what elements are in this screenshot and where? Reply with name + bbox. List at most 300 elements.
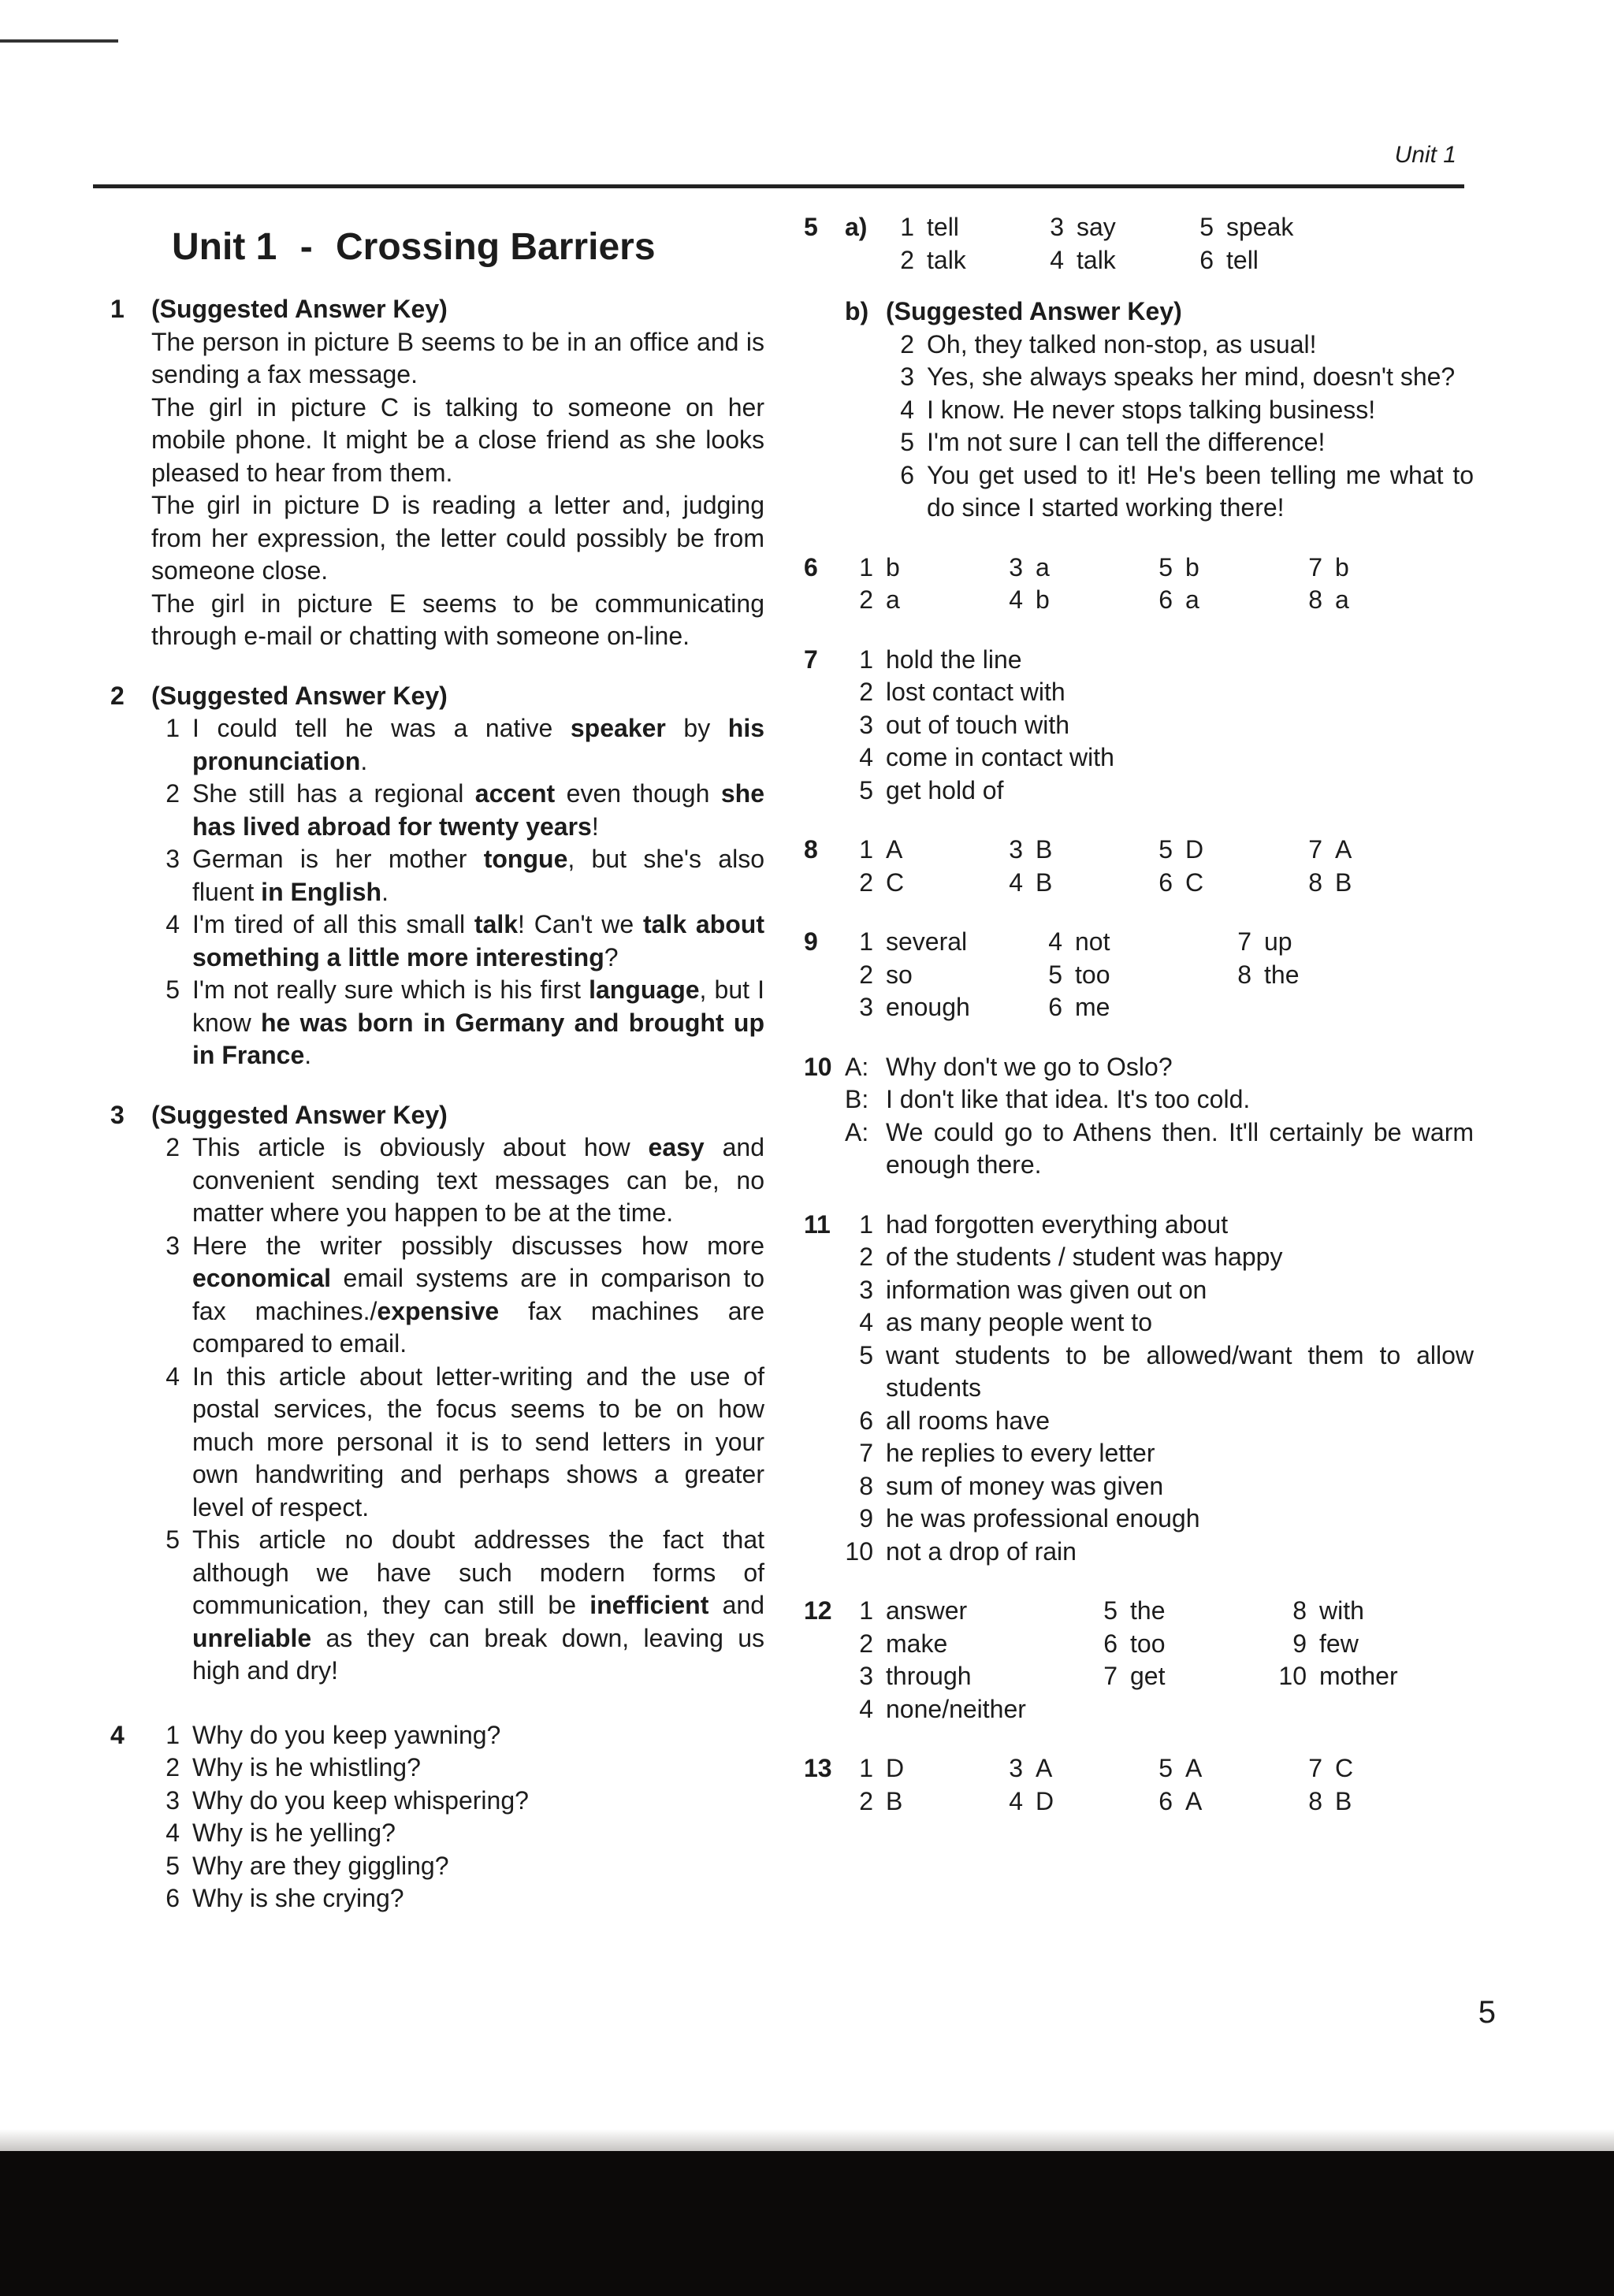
item-number: 1 — [859, 927, 873, 956]
item-number: 10 — [1278, 1662, 1307, 1690]
item-number: 5 — [1158, 1754, 1173, 1782]
answer-item — [845, 775, 1474, 808]
section-number: 7 — [804, 645, 818, 674]
item-text: information was given out on — [886, 1275, 1207, 1304]
section-9 — [804, 926, 1474, 1024]
item-text: me — [1075, 993, 1110, 1021]
item-text: speak — [1226, 213, 1294, 241]
item-number: 2 — [900, 245, 914, 274]
answer-cell — [1278, 1595, 1467, 1628]
item-text: D — [1185, 835, 1204, 864]
item-number: 3 — [859, 1275, 873, 1304]
item-text: get — [1130, 1662, 1166, 1690]
title-unit: Unit 1 — [172, 226, 277, 268]
item-number: 5 — [859, 775, 873, 804]
answer-list — [886, 329, 1474, 525]
answer-item — [845, 1209, 1474, 1242]
bold-phrase: he was born in Germany and brought up in France — [192, 1008, 764, 1069]
item-text: sum of money was given — [886, 1471, 1164, 1500]
item-text: say — [1077, 213, 1116, 241]
scan-bottom-edge — [0, 2151, 1614, 2296]
item-text: B — [1036, 868, 1053, 897]
item-number: 4 — [165, 1819, 180, 1847]
answer-item — [151, 843, 764, 908]
item-number: 7 — [1308, 1754, 1322, 1782]
answer-item — [845, 709, 1474, 742]
answer-cell — [1034, 926, 1223, 959]
item-text: he was professional enough — [886, 1504, 1200, 1533]
answer-cell — [1294, 1785, 1444, 1819]
item-text: out of touch with — [886, 710, 1070, 739]
item-text: he replies to every letter — [886, 1439, 1155, 1467]
section-number: 8 — [804, 835, 818, 864]
item-number: 2 — [859, 1629, 873, 1658]
page-number: 5 — [1478, 1995, 1496, 2030]
text-phrase: and — [708, 1591, 764, 1619]
item-number: 4 — [1009, 585, 1023, 614]
item-text: make — [886, 1629, 948, 1658]
item-number: 3 — [859, 993, 873, 1021]
item-number: 6 — [1199, 245, 1214, 274]
dialogue-line — [845, 1051, 1474, 1084]
section-1 — [110, 293, 764, 653]
bold-phrase: tongue — [483, 845, 568, 873]
section-number: 1 — [110, 295, 125, 323]
item-text: get hold of — [886, 775, 1004, 804]
item-text: A — [1185, 1754, 1203, 1782]
item-text: b — [886, 552, 900, 581]
item-text: the — [1130, 1596, 1166, 1625]
answer-list — [151, 712, 764, 1072]
title-name: Crossing Barriers — [336, 226, 656, 268]
answer-grid — [886, 211, 1474, 277]
item-number: 6 — [900, 460, 914, 489]
section-10 — [804, 1051, 1474, 1182]
item-text: so — [886, 960, 913, 989]
answer-item — [151, 1785, 764, 1818]
answer-cell — [995, 867, 1144, 900]
answer-item — [845, 1274, 1474, 1307]
item-number: 10 — [845, 1536, 873, 1566]
answer-cell — [1294, 552, 1444, 585]
item-text: all rooms have — [886, 1406, 1051, 1435]
answer-cell — [1034, 991, 1223, 1024]
subsection-b — [845, 295, 1474, 525]
item-number: 2 — [165, 1133, 180, 1161]
answer-cell — [1089, 1693, 1278, 1726]
item-text: Why are they giggling? — [192, 1851, 449, 1880]
item-text: I know. He never stops talking business! — [927, 395, 1376, 424]
item-text: come in contact with — [886, 743, 1114, 771]
answer-item — [845, 741, 1474, 775]
text-phrase: , but I know — [192, 975, 765, 1037]
text-phrase: email systems are in comparison to fax machines./ — [192, 1264, 764, 1325]
item-text: Why is he whistling? — [192, 1753, 421, 1781]
item-number: 2 — [165, 1753, 180, 1781]
item-number: 4 — [165, 1362, 180, 1391]
answer-cell — [1144, 584, 1294, 617]
item-text: b — [1335, 552, 1349, 581]
item-text — [192, 845, 764, 906]
answer-grid — [845, 834, 1474, 899]
dialogue-line — [845, 1116, 1474, 1182]
answer-item — [151, 1882, 764, 1915]
item-text: none/neither — [886, 1694, 1026, 1723]
answer-item — [886, 394, 1474, 427]
subsection-label: a) — [845, 213, 868, 241]
item-text: the — [1264, 960, 1300, 989]
text-phrase: She still has a regional — [192, 779, 475, 808]
answer-list — [151, 1719, 764, 1915]
item-number: 2 — [165, 779, 180, 808]
section-heading: (Suggested Answer Key) — [151, 295, 448, 323]
text-phrase: fax machines are compared to email. — [192, 1296, 765, 1358]
item-number: 5 — [1048, 960, 1062, 989]
answer-cell — [1278, 1628, 1467, 1661]
bold-phrase: language — [589, 975, 700, 1004]
item-number: 3 — [859, 1662, 873, 1690]
item-number — [1223, 991, 1251, 1024]
answer-item — [886, 329, 1474, 362]
bold-phrase: unreliable — [192, 1623, 312, 1652]
section-4 — [110, 1719, 764, 1915]
bold-phrase: his pronunciation — [192, 714, 765, 775]
answer-cell — [995, 1785, 1144, 1819]
answer-paragraph: The girl in picture E seems to be communicating through e-mail or chatting with someone on-line. — [151, 589, 764, 650]
item-number: 4 — [165, 910, 180, 938]
answer-item — [845, 1306, 1474, 1339]
item-number: 3 — [1009, 835, 1023, 864]
section-11 — [804, 1209, 1474, 1569]
answer-item — [151, 778, 764, 843]
bold-phrase: talk — [474, 910, 519, 938]
answer-cell — [886, 244, 1036, 277]
answer-cell — [1294, 834, 1444, 867]
answer-cell — [995, 584, 1144, 617]
item-text: a — [886, 585, 900, 614]
answer-cell — [1089, 1595, 1278, 1628]
answer-cell — [1223, 991, 1412, 1024]
item-text: up — [1264, 927, 1292, 956]
item-text: B — [1335, 868, 1352, 897]
answer-paragraph: The girl in picture C is talking to someone on her mobile phone. It might be a close friend as she looks pleased to hear from them. — [151, 392, 764, 487]
title-dash: - — [299, 226, 313, 268]
item-number: 7 — [859, 1439, 873, 1467]
answer-cell — [886, 211, 1036, 244]
answer-paragraph: The girl in picture D is reading a letter and, judging from her expression, the letter could possibly be from someone close. — [151, 491, 764, 585]
item-number: 5 — [859, 1340, 873, 1369]
bold-phrase: inefficient — [589, 1591, 709, 1619]
section-12 — [804, 1595, 1474, 1726]
item-number: 5 — [165, 1851, 180, 1880]
answer-cell — [845, 1752, 995, 1785]
answer-cell — [1185, 244, 1335, 277]
text-phrase: even though — [555, 779, 721, 808]
item-text: with — [1319, 1596, 1364, 1625]
section-heading: (Suggested Answer Key) — [151, 681, 448, 710]
item-number: 8 — [1308, 868, 1322, 897]
item-text: C — [886, 868, 905, 897]
item-number — [1089, 1693, 1118, 1726]
section-heading: (Suggested Answer Key) — [886, 297, 1182, 325]
item-text — [192, 910, 764, 972]
item-text: b — [1185, 552, 1199, 581]
answer-item — [845, 1241, 1474, 1274]
answer-grid — [845, 1595, 1474, 1726]
answer-cell — [1144, 834, 1294, 867]
text-phrase: as they can break down, leaving us high and dry! — [192, 1623, 764, 1685]
bold-phrase: she has lived abroad for twenty years — [192, 779, 765, 841]
section-13 — [804, 1752, 1474, 1818]
item-number: 5 — [1199, 213, 1214, 241]
item-text — [192, 779, 764, 841]
item-number: 6 — [1103, 1629, 1118, 1658]
text-phrase: . — [304, 1041, 312, 1069]
text-phrase: In this article about letter-writing and the use of postal services, the focus seems to be on how much more personal it is to send letters in your own handwriting and perhaps shows a greater level of respect. — [192, 1362, 764, 1521]
bold-phrase: in English — [261, 877, 382, 906]
section-number: 12 — [804, 1596, 832, 1625]
answer-cell — [845, 1628, 1089, 1661]
item-number: 4 — [1009, 1786, 1023, 1815]
item-text — [192, 1362, 764, 1521]
item-text: want students to be allowed/want them to allow students — [886, 1340, 1474, 1402]
item-text: too — [1075, 960, 1110, 989]
answer-cell — [1036, 211, 1185, 244]
item-text: mother — [1319, 1662, 1398, 1690]
answer-item — [151, 1817, 764, 1850]
text-phrase: ? — [604, 942, 619, 972]
item-number: 7 — [1308, 835, 1322, 864]
item-number: 2 — [859, 960, 873, 989]
answer-cell — [1144, 867, 1294, 900]
page-edge-mark — [0, 39, 118, 43]
text-phrase: I'm not really sure which is his first — [192, 975, 589, 1004]
text-phrase: , but she's also fluent — [192, 845, 765, 906]
answer-item — [845, 1503, 1474, 1536]
item-number: 3 — [900, 362, 914, 391]
answer-cell — [995, 1752, 1144, 1785]
text-phrase: This article is obviously about how — [192, 1133, 649, 1161]
answer-cell — [1089, 1628, 1278, 1661]
section-8 — [804, 834, 1474, 899]
item-number: 6 — [1158, 868, 1173, 897]
item-text — [192, 1133, 764, 1227]
item-text: A — [1036, 1754, 1053, 1782]
text-phrase: . — [381, 877, 389, 906]
item-text: D — [1036, 1786, 1054, 1815]
section-number: 9 — [804, 927, 818, 956]
bold-phrase: easy — [648, 1133, 705, 1161]
item-text: several — [886, 927, 968, 956]
item-number: 1 — [859, 1754, 873, 1782]
answer-cell — [845, 552, 995, 585]
answer-cell — [995, 834, 1144, 867]
section-7 — [804, 644, 1474, 808]
answer-cell — [1294, 1752, 1444, 1785]
answer-item — [151, 1524, 764, 1688]
section-number: 5 — [804, 213, 818, 241]
answer-item — [151, 1752, 764, 1785]
speaker-label: A: — [845, 1117, 869, 1146]
answer-item — [151, 1361, 764, 1525]
text-phrase: This article no doubt addresses the fact that although we have such modern forms of communication, they can still be — [192, 1525, 764, 1619]
item-number: 6 — [165, 1884, 180, 1912]
answer-paragraph: The person in picture B seems to be in an office and is sending a fax message. — [151, 327, 764, 388]
answer-item — [151, 712, 764, 778]
item-text — [192, 1525, 764, 1685]
item-text: Why do you keep yawning? — [192, 1720, 501, 1749]
item-number: 9 — [1292, 1629, 1307, 1658]
answer-cell — [1144, 1752, 1294, 1785]
section-6 — [804, 552, 1474, 617]
item-number: 4 — [1050, 245, 1064, 274]
right-column — [804, 211, 1474, 1845]
item-number: 1 — [859, 552, 873, 581]
item-number: 5 — [1158, 835, 1173, 864]
item-text: You get used to it! He's been telling me what to do since I started working there! — [927, 460, 1474, 522]
dialogue — [845, 1051, 1474, 1182]
bold-phrase: economical — [192, 1264, 332, 1292]
answer-cell — [1278, 1693, 1467, 1726]
section-number: 2 — [110, 681, 125, 710]
item-number: 1 — [165, 1720, 180, 1749]
answer-item — [151, 908, 764, 974]
item-number: 2 — [859, 868, 873, 897]
answer-item — [845, 1437, 1474, 1470]
item-text — [192, 714, 764, 775]
bold-phrase: expensive — [377, 1296, 500, 1325]
item-text: not a drop of rain — [886, 1536, 1077, 1566]
item-text: not — [1075, 927, 1110, 956]
text-phrase: German is her mother — [192, 845, 484, 873]
answer-cell — [845, 991, 1034, 1024]
item-number: 6 — [859, 1406, 873, 1435]
item-number: 9 — [859, 1504, 873, 1533]
answer-item — [886, 426, 1474, 459]
item-text: few — [1319, 1629, 1359, 1658]
item-number: 8 — [1308, 1786, 1322, 1815]
item-number: 1 — [859, 1596, 873, 1625]
answer-list — [845, 644, 1474, 808]
item-number: 4 — [900, 395, 914, 424]
dialogue-text: I don't like that idea. It's too cold. — [886, 1085, 1251, 1113]
answer-cell — [845, 1595, 1089, 1628]
answer-cell — [1223, 959, 1412, 992]
text-phrase: by — [665, 714, 728, 742]
item-text: talk — [927, 245, 966, 274]
text-phrase: ! Can't we — [518, 910, 643, 938]
item-number: 1 — [859, 835, 873, 864]
item-number: 8 — [1237, 960, 1251, 989]
running-header: Unit 1 — [1394, 142, 1456, 168]
item-number: 2 — [900, 329, 914, 359]
text-phrase: ! — [591, 812, 599, 841]
item-number: 1 — [859, 645, 873, 674]
item-number: 7 — [1308, 552, 1322, 581]
answer-grid — [845, 926, 1474, 1024]
item-text: b — [1036, 585, 1050, 614]
section-2 — [110, 680, 764, 1072]
item-number: 4 — [1048, 927, 1062, 956]
answer-cell — [1036, 244, 1185, 277]
item-number: 4 — [859, 1308, 873, 1336]
item-number: 5 — [165, 1525, 180, 1554]
item-number: 3 — [859, 710, 873, 739]
bold-phrase: accent — [474, 779, 556, 808]
item-text: through — [886, 1662, 972, 1690]
item-number: 3 — [165, 1785, 180, 1815]
item-text: a — [1185, 585, 1199, 614]
item-text: too — [1130, 1629, 1166, 1658]
bold-phrase: speaker — [570, 714, 666, 742]
text-phrase: I could tell he was a native — [192, 714, 571, 742]
item-text — [192, 975, 764, 1069]
answer-grid — [845, 552, 1474, 617]
page-title — [172, 224, 764, 271]
item-number: 4 — [859, 1694, 873, 1723]
item-number: 3 — [165, 845, 180, 873]
item-text: A — [1185, 1786, 1203, 1815]
subsection-label: b) — [845, 297, 869, 325]
answer-item — [845, 1536, 1474, 1569]
text-phrase: Here the writer possibly discusses how more — [192, 1231, 764, 1260]
answer-item — [886, 459, 1474, 525]
answer-cell — [845, 834, 995, 867]
answer-cell — [845, 1785, 995, 1819]
answer-cell — [1294, 867, 1444, 900]
item-text — [192, 1232, 764, 1358]
item-number: 4 — [1009, 868, 1023, 897]
item-text: answer — [886, 1596, 968, 1625]
item-number: 5 — [165, 975, 180, 1004]
answer-cell — [1089, 1660, 1278, 1693]
answer-cell — [845, 959, 1034, 992]
answer-cell — [1144, 552, 1294, 585]
answer-item — [845, 676, 1474, 709]
answer-grid — [845, 1752, 1474, 1818]
item-number: 7 — [1237, 927, 1251, 956]
item-number: 5 — [1103, 1596, 1118, 1625]
answer-item — [845, 1470, 1474, 1503]
bold-phrase: talk about something a little more interesting — [192, 910, 765, 972]
item-number: 3 — [1009, 1754, 1023, 1782]
item-text: as many people went to — [886, 1308, 1152, 1336]
text-phrase: I'm tired of all this small — [192, 910, 474, 938]
section-number: 4 — [110, 1720, 125, 1749]
answer-item — [845, 1339, 1474, 1405]
item-text: Why is he yelling? — [192, 1819, 396, 1847]
answer-list — [845, 1209, 1474, 1569]
section-number: 13 — [804, 1754, 832, 1782]
item-text: C — [1185, 868, 1204, 897]
answer-cell — [1223, 926, 1412, 959]
answer-cell — [1185, 211, 1335, 244]
item-text: D — [886, 1754, 905, 1782]
item-number: 5 — [1158, 552, 1173, 581]
item-text: Why do you keep whispering? — [192, 1785, 529, 1815]
item-text: B — [886, 1786, 903, 1815]
item-text: a — [1335, 585, 1349, 614]
answer-item — [151, 1719, 764, 1752]
item-number: 7 — [1103, 1662, 1118, 1690]
item-text: hold the line — [886, 645, 1022, 674]
item-number: 2 — [859, 1243, 873, 1271]
item-number: 8 — [1292, 1596, 1307, 1625]
item-text: Yes, she always speaks her mind, doesn't she? — [927, 362, 1456, 391]
answer-item — [151, 1131, 764, 1230]
item-number: 6 — [1158, 585, 1173, 614]
speaker-label: A: — [845, 1052, 869, 1081]
